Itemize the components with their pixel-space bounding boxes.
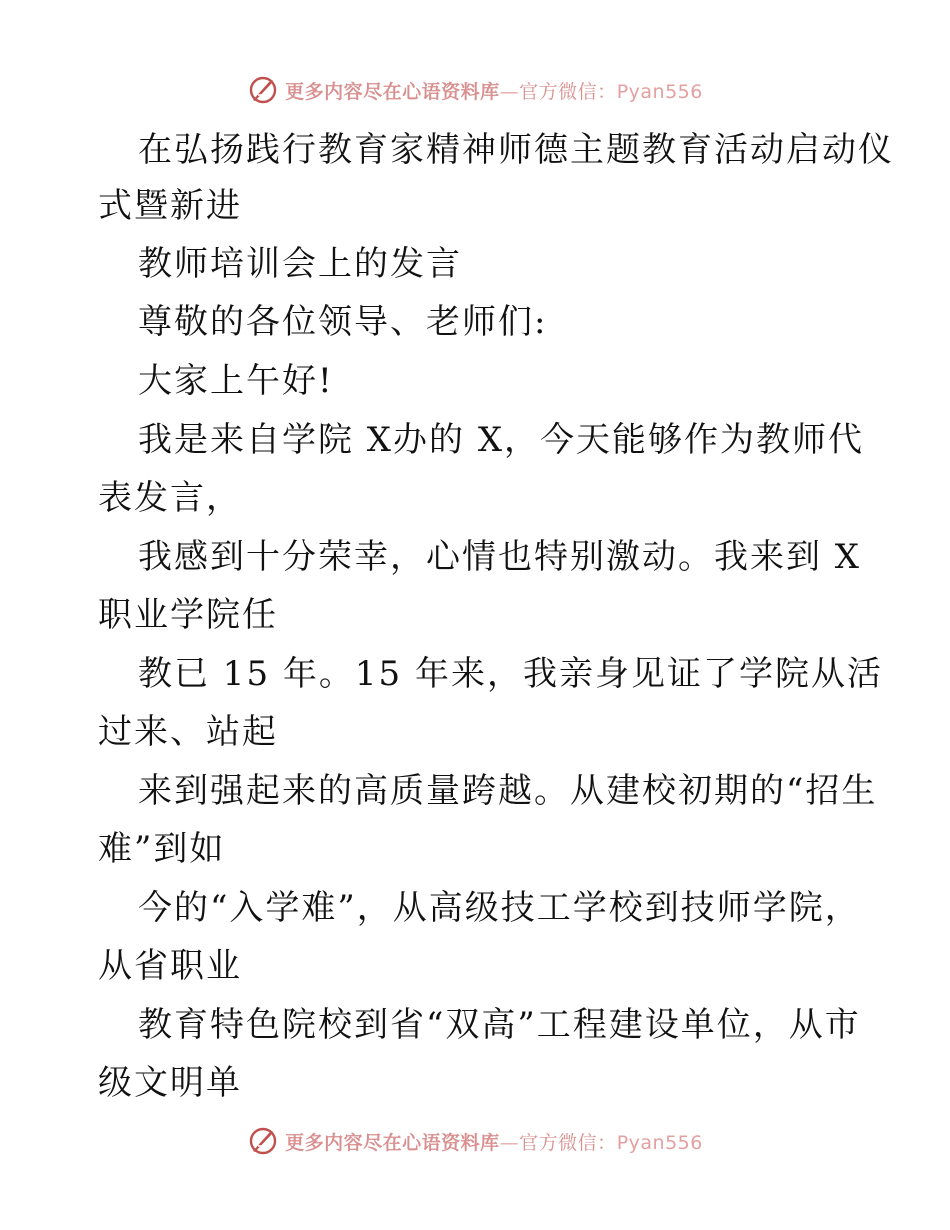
quill-logo-icon (247, 74, 279, 106)
header-watermark-banner (0, 70, 950, 110)
paragraph-line: 从省职业 (98, 946, 242, 986)
quill-logo-icon (247, 1125, 279, 1157)
footer-banner-text (285, 1128, 703, 1155)
paragraph-line: 表发言， (98, 478, 242, 518)
header-banner-dash: — (499, 80, 520, 103)
header-banner-main: 更多内容尽在心语资料库 (285, 80, 500, 103)
title-line-1: 在弘扬践行教育家精神师德主题教育活动启动仪 (138, 130, 894, 170)
salutation-line: 尊敬的各位领导、老师们: (138, 302, 548, 342)
paragraph-line: 级文明单 (98, 1063, 242, 1103)
paragraph-line: 职业学院任 (98, 595, 278, 635)
paragraph-line: 教育特色院校到省“双高”工程建设单位，从市 (138, 1005, 861, 1045)
paragraph-line: 我是来自学院 X办的 X，今天能够作为教师代 (138, 420, 865, 460)
paragraph-line: 来到强起来的高质量跨越。从建校初期的“招生 (138, 771, 878, 811)
paragraph-line: 难”到如 (98, 829, 226, 869)
footer-banner-wechat: 官方微信： (519, 1131, 617, 1154)
paragraph-line: 教已 15 年。15 年来，我亲身见证了学院从活 (138, 654, 883, 694)
header-banner-id: Pyan556 (616, 80, 703, 103)
paragraph-line: 今的“入学难”，从高级技工学校到技师学院， (138, 888, 861, 928)
paragraph-line: 过来、站起 (98, 712, 278, 752)
title-line-3: 教师培训会上的发言 (138, 244, 462, 284)
header-banner-text (285, 77, 703, 104)
footer-banner-id: Pyan556 (616, 1131, 703, 1154)
paragraph-line: 我感到十分荣幸，心情也特别激动。我来到 X (138, 537, 862, 577)
greeting-line: 大家上午好! (138, 361, 334, 401)
footer-banner-dash: — (499, 1131, 520, 1154)
title-line-2: 式暨新进 (98, 186, 242, 226)
footer-watermark-banner (0, 1121, 950, 1161)
footer-banner-main: 更多内容尽在心语资料库 (285, 1131, 500, 1154)
header-banner-wechat: 官方微信： (519, 80, 617, 103)
